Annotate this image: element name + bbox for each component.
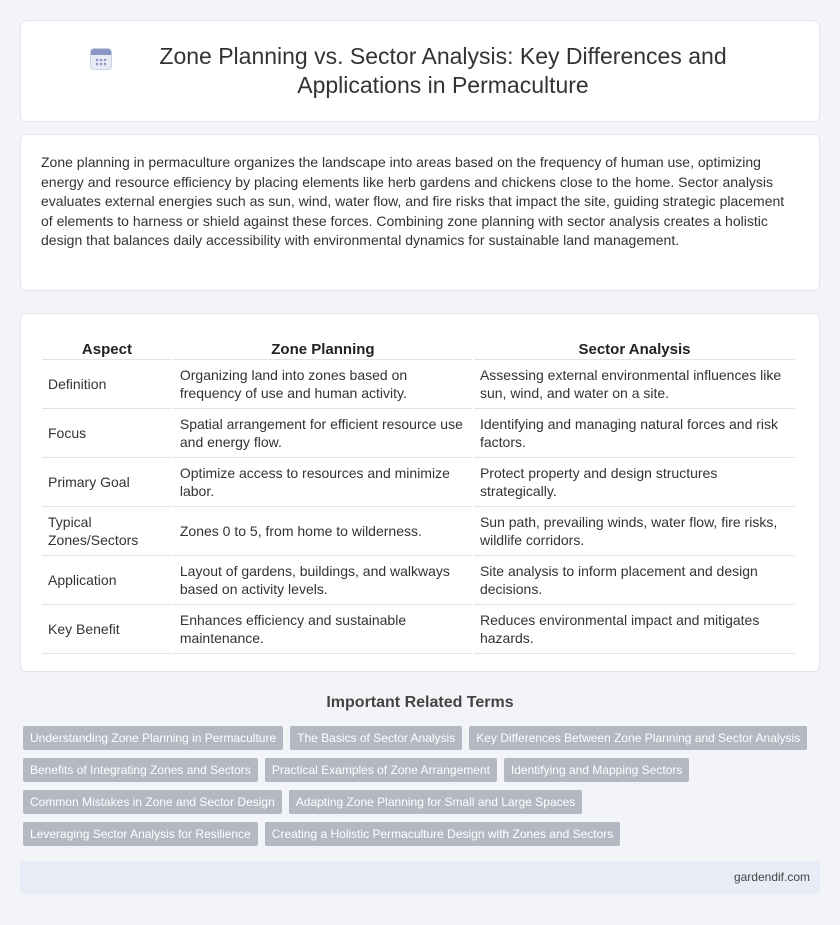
related-term-link[interactable]: Common Mistakes in Zone and Sector Design bbox=[23, 790, 282, 814]
cell-aspect: Application bbox=[42, 556, 172, 605]
cell-sector-analysis: Sun path, prevailing winds, water flow, fire risks, wildlife corridors. bbox=[474, 507, 795, 556]
cell-sector-analysis: Protect property and design structures strategically. bbox=[474, 458, 795, 507]
header-sector-analysis: Sector Analysis bbox=[474, 336, 795, 360]
cell-sector-analysis: Reduces environmental impact and mitigates hazards. bbox=[474, 605, 795, 654]
related-term-link[interactable]: The Basics of Sector Analysis bbox=[290, 726, 462, 750]
related-term-link[interactable]: Understanding Zone Planning in Permaculture bbox=[23, 726, 283, 750]
calendar-icon bbox=[90, 48, 112, 70]
tag-row bbox=[23, 758, 823, 782]
cell-aspect: Key Benefit bbox=[42, 605, 172, 654]
title-wrap bbox=[90, 42, 750, 100]
cell-zone-planning: Organizing land into zones based on frequency of use and human activity. bbox=[174, 360, 472, 409]
related-term-link[interactable]: Leveraging Sector Analysis for Resilience bbox=[23, 822, 258, 846]
related-term-link[interactable]: Key Differences Between Zone Planning and Sector Analysis bbox=[469, 726, 807, 750]
tag-row bbox=[23, 822, 823, 846]
table-row bbox=[42, 409, 795, 458]
cell-zone-planning: Layout of gardens, buildings, and walkways based on activity levels. bbox=[174, 556, 472, 605]
header-zone-planning: Zone Planning bbox=[174, 336, 472, 360]
cell-sector-analysis: Site analysis to inform placement and design decisions. bbox=[474, 556, 795, 605]
header-aspect: Aspect bbox=[42, 336, 172, 360]
cell-aspect: Typical Zones/Sectors bbox=[42, 507, 172, 556]
intro-card bbox=[20, 134, 820, 291]
table-row bbox=[42, 360, 795, 409]
related-terms-title: Important Related Terms bbox=[326, 694, 514, 711]
cell-zone-planning: Enhances efficiency and sustainable maintenance. bbox=[174, 605, 472, 654]
related-terms-list bbox=[23, 726, 823, 854]
table-header-row bbox=[42, 336, 795, 360]
table-row bbox=[42, 458, 795, 507]
page-title: Zone Planning vs. Sector Analysis: Key Differences and Applications in Permaculture bbox=[159, 43, 727, 98]
cell-aspect: Definition bbox=[42, 360, 172, 409]
related-term-link[interactable]: Practical Examples of Zone Arrangement bbox=[265, 758, 497, 782]
table-row bbox=[42, 507, 795, 556]
tag-row bbox=[23, 790, 823, 814]
tag-row bbox=[23, 726, 823, 750]
comparison-table bbox=[40, 336, 797, 654]
table-row bbox=[42, 605, 795, 654]
cell-zone-planning: Spatial arrangement for efficient resource use and energy flow. bbox=[174, 409, 472, 458]
related-term-link[interactable]: Benefits of Integrating Zones and Sectors bbox=[23, 758, 258, 782]
cell-aspect: Primary Goal bbox=[42, 458, 172, 507]
comparison-table-card bbox=[20, 313, 820, 672]
related-term-link[interactable]: Creating a Holistic Permaculture Design with Zones and Sectors bbox=[265, 822, 620, 846]
related-term-link[interactable]: Identifying and Mapping Sectors bbox=[504, 758, 689, 782]
cell-zone-planning: Zones 0 to 5, from home to wilderness. bbox=[174, 507, 472, 556]
cell-sector-analysis: Identifying and managing natural forces and risk factors. bbox=[474, 409, 795, 458]
header-card bbox=[20, 20, 820, 122]
cell-aspect: Focus bbox=[42, 409, 172, 458]
cell-zone-planning: Optimize access to resources and minimize labor. bbox=[174, 458, 472, 507]
footer-site-link[interactable]: gardendif.com bbox=[733, 870, 810, 884]
related-term-link[interactable]: Adapting Zone Planning for Small and Large Spaces bbox=[289, 790, 583, 814]
cell-sector-analysis: Assessing external environmental influences like sun, wind, and water on a site. bbox=[474, 360, 795, 409]
footer bbox=[20, 861, 820, 894]
table-row bbox=[42, 556, 795, 605]
intro-paragraph: Zone planning in permaculture organizes the landscape into areas based on the frequency of human use, optimizing energy and resource efficiency by placing elements like herb gardens and chickens close to the home. Sector analysis evaluates external energies such as sun, wind, water flow, and fire risks that impact the site, guiding strategic placement of elements to harness or shield against these forces. Combining zone planning with sector analysis creates a holistic design that balances daily accessibility with environmental dynamics for sustainable land management. bbox=[41, 154, 785, 248]
